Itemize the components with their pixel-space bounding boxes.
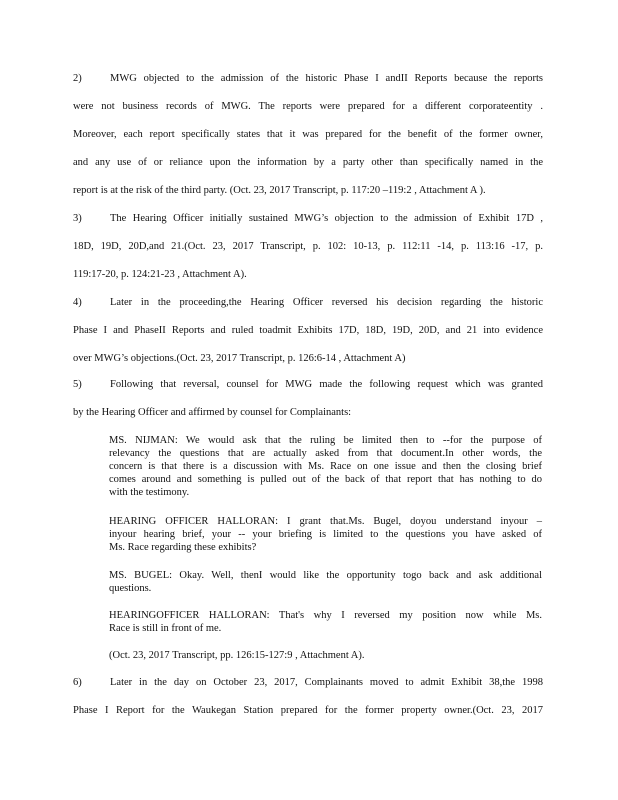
paragraph-number: 5) (73, 379, 82, 390)
paragraph-line: 18D, 19D, 20D,and 21.(Oct. 23, 2017 Transcript, p. 102: 10-13, p. 112:11 -14, p. 113:16 -17, p. (73, 241, 543, 252)
block-quote (109, 515, 542, 554)
paragraph-line: Later in the day on October 23, 2017, Complainants moved to admit Exhibit 38,the 1998 (110, 677, 543, 688)
block-quote (109, 569, 542, 595)
quote-line: concern is that there is a discussion with Ms. Race on one issue and then the closing brief (109, 461, 542, 472)
quote-line: HEARINGOFFICER HALLORAN: That's why I reversed my position now while Ms. (109, 610, 542, 621)
paragraph-2 (73, 65, 543, 205)
paragraph-line: Phase I and PhaseII Reports and ruled toadmit Exhibits 17D, 18D, 19D, 20D, and 21 into evidence (73, 325, 543, 336)
quote-line: MS. NIJMAN: We would ask that the ruling be limited then to --for the purpose of (109, 435, 542, 446)
paragraph-number: 2) (73, 73, 82, 84)
quote-line: comes around and something is pulled out of the back of that report that has nothing to do (109, 474, 542, 485)
paragraph-line: by the Hearing Officer and affirmed by counsel for Complainants: (73, 407, 352, 418)
paragraph-number: 6) (73, 677, 82, 688)
paragraph-line: The Hearing Officer initially sustained MWG’s objection to the admission of Exhibit 17D , (110, 213, 543, 224)
paragraph-3 (73, 205, 543, 289)
quote-line: Ms. Race regarding these exhibits? (109, 542, 257, 553)
paragraph-line: Phase I Report for the Waukegan Station prepared for the former property owner.(Oct. 23, 2017 (73, 705, 543, 716)
quote-line: inyour hearing brief, your -- your briefing is limited to the questions you have asked of (109, 529, 542, 540)
quote-line: questions. (109, 583, 152, 594)
paragraph-5 (73, 371, 543, 427)
citation: (Oct. 23, 2017 Transcript, pp. 126:15-127:9 , Attachment A). (109, 650, 365, 661)
block-quote (109, 609, 542, 635)
paragraph-line: Following that reversal, counsel for MWG made the following request which was granted (110, 379, 543, 390)
paragraph-line: were not business records of MWG. The reports were prepared for a different corporateentity . (73, 101, 543, 112)
paragraph-line: 119:17-20, p. 124:21-23 , Attachment A). (73, 269, 247, 280)
paragraph-number: 4) (73, 297, 82, 308)
paragraph-line: Later in the proceeding,the Hearing Officer reversed his decision regarding the historic (110, 297, 543, 308)
paragraph-line: and any use of or reliance upon the information by a party other than specifically named in the (73, 157, 543, 168)
block-quote (109, 434, 542, 499)
paragraph-4 (73, 289, 543, 373)
paragraph-6 (73, 669, 543, 725)
quote-line: Race is still in front of me. (109, 623, 222, 634)
quote-line: MS. BUGEL: Okay. Well, thenI would like the opportunity togo back and ask additional (109, 570, 542, 581)
quote-line: with the testimony. (109, 487, 190, 498)
paragraph-line: Moreover, each report specifically states that it was prepared for the benefit of the former owner, (73, 129, 543, 140)
quote-line: relevancy the questions that are actually asked from that document.In other words, the (109, 448, 542, 459)
paragraph-line: MWG objected to the admission of the historic Phase I andII Reports because the reports (110, 73, 543, 84)
quote-line: HEARING OFFICER HALLORAN: I grant that.Ms. Bugel, doyou understand inyour – (109, 516, 542, 527)
paragraph-number: 3) (73, 213, 82, 224)
paragraph-line: over MWG’s objections.(Oct. 23, 2017 Transcript, p. 126:6-14 , Attachment A) (73, 353, 406, 364)
paragraph-line: report is at the risk of the third party. (Oct. 23, 2017 Transcript, p. 117:20 –119:2 , Attachment A ). (73, 185, 486, 196)
